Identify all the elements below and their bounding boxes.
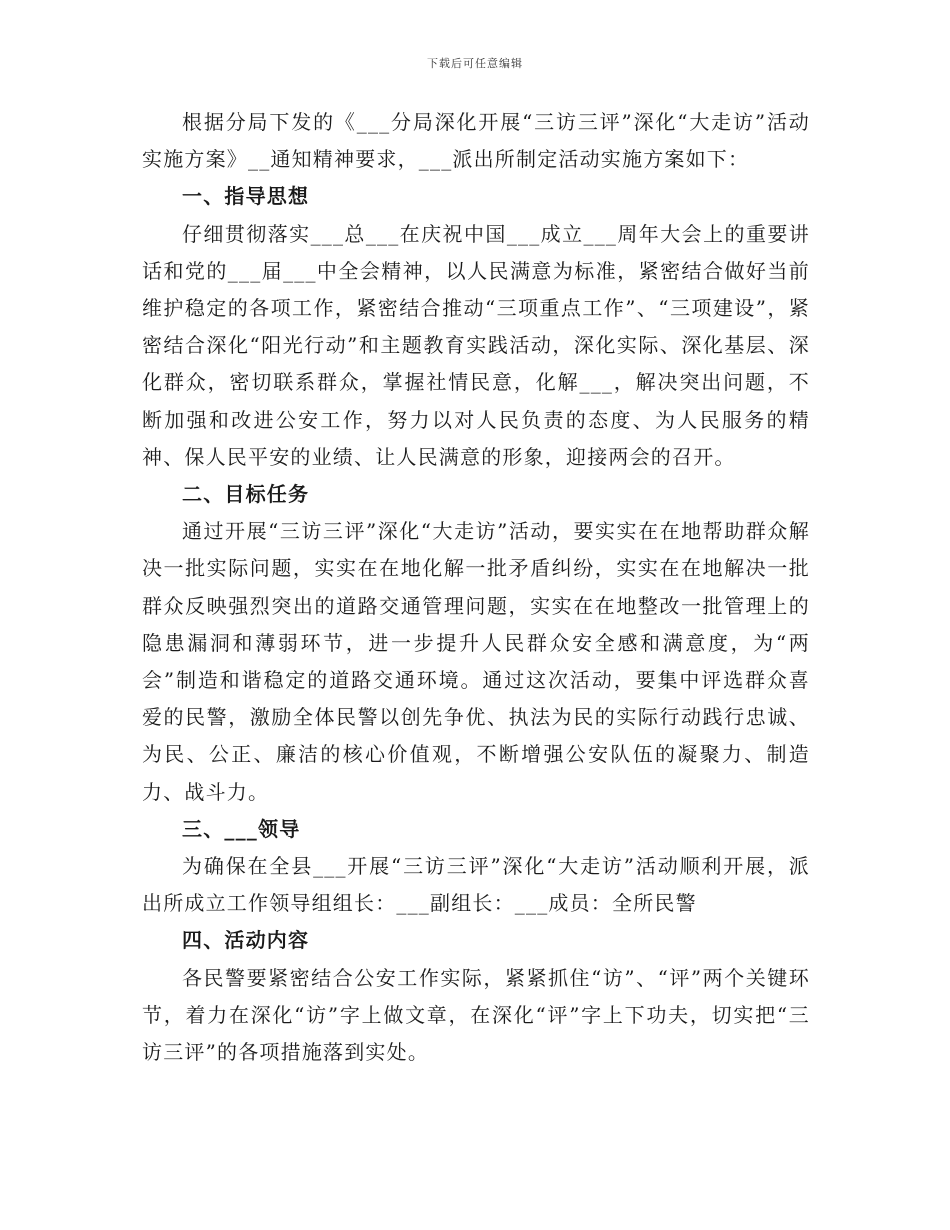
section-heading-leadership: 三、___领导 bbox=[182, 816, 301, 841]
section-heading-activity-content: 四、活动内容 bbox=[182, 928, 310, 953]
section-body-objectives: 通过开展“三访三评”深化“大走访”活动，要实实在在地帮助群众解决一批实际问题，实实在在地化解一批矛盾纠纷，实实在在地解决一批群众反映强烈突出的道路交通管理问题，实实在在地整改一批管理上的隐患漏洞和薄弱环节，进一步提升人民群众安全感和满意度，为“两会”制造和谐稳定的道路交通环境。通过这次活动，要集中评选群众喜爱的民警，激励全体民警以创先争优、执法为民的实际行动践行忠诚、为民、公正、廉洁的核心价值观，不断增强公安队伍的凝聚力、制造力、战斗力。 bbox=[142, 519, 810, 804]
section-body-leadership: 为确保在全县___开展“三访三评”深化“大走访”活动顺利开展，派出所成立工作领导组组长：___副组长：___成员：全所民警 bbox=[142, 854, 810, 916]
section-body-activity-content: 各民警要紧密结合公安工作实际，紧紧抓住“访”、“评”两个关键环节，着力在深化“访”字上做文章，在深化“评”字上下功夫，切实把“三访三评”的各项措施落到实处。 bbox=[142, 965, 810, 1065]
page-header-note: 下载后可任意编辑 bbox=[427, 57, 523, 70]
intro-paragraph: 根据分局下发的《___分局深化开展“三访三评”深化“大走访”活动实施方案》__通知精神要求，___派出所制定活动实施方案如下： bbox=[142, 110, 810, 172]
section-heading-objectives: 二、目标任务 bbox=[182, 482, 310, 507]
section-body-guiding-ideology: 仔细贯彻落实___总___在庆祝中国___成立___周年大会上的重要讲话和党的___届___中全会精神，以人民满意为标准，紧密结合做好当前维护稳定的各项工作，紧密结合推动“三项重点工作”、“三项建设”，紧密结合深化“阳光行动”和主题教育实践活动，深化实际、深化基层、深化群众，密切联系群众，掌握社情民意，化解___，解决突出问题，不断加强和改进公安工作，努力以对人民负责的态度、为人民服务的精神、保人民平安的业绩、让人民满意的形象，迎接两会的召开。 bbox=[142, 221, 810, 469]
section-heading-guiding-ideology: 一、指导思想 bbox=[182, 184, 310, 209]
document-body bbox=[142, 104, 810, 1071]
